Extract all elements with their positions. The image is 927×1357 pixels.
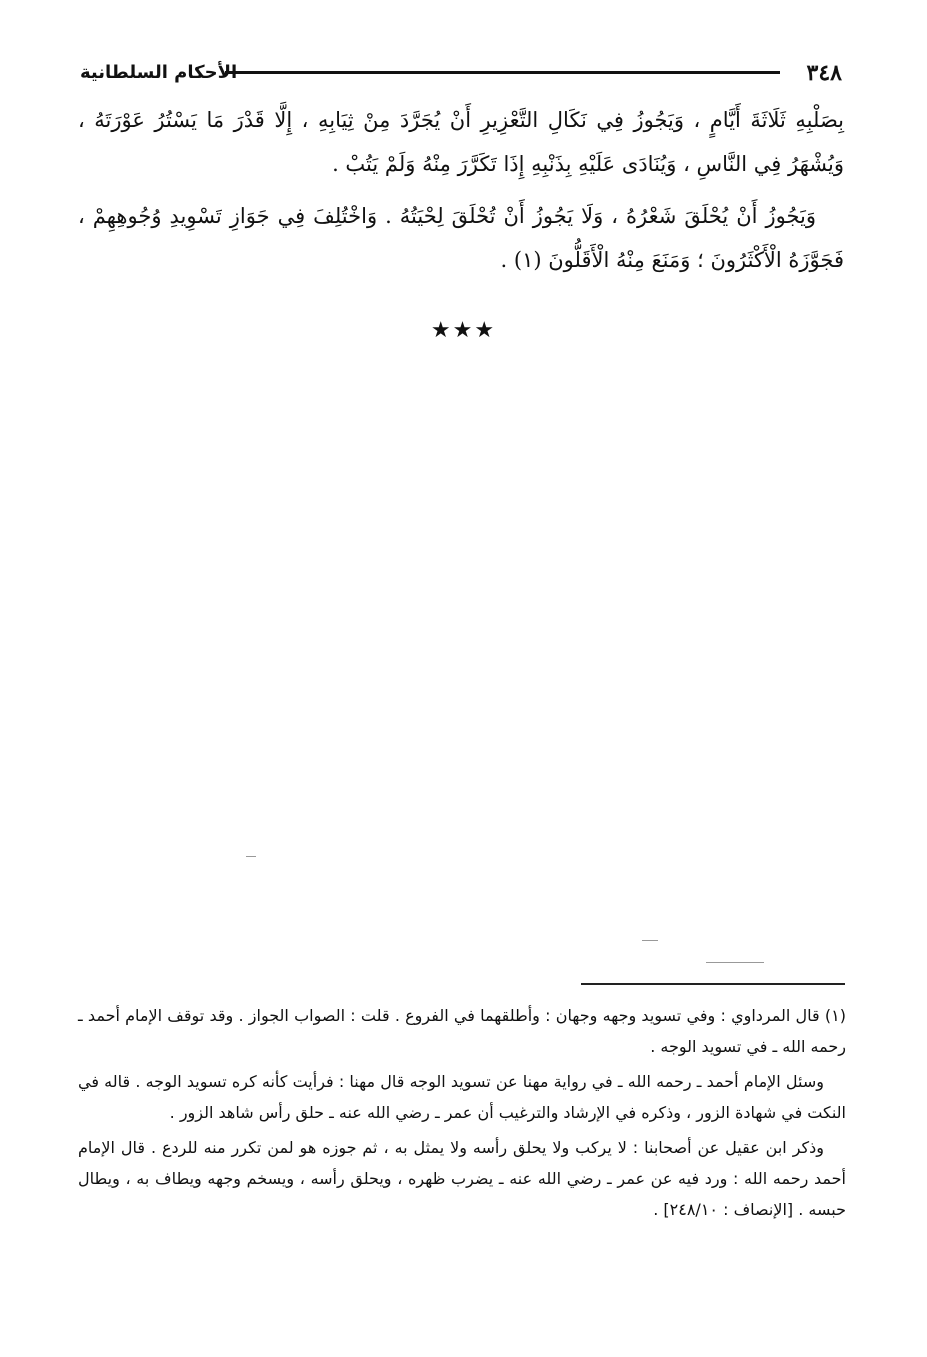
page-header (80, 56, 842, 90)
footnote-1-continuation-b (78, 1132, 846, 1225)
main-paragraph-2: وَيَجُوزُ أَنْ يُحْلَقَ شَعْرُهُ ، وَلَا يَجُوزُ أَنْ تُحْلَقَ لِحْيَتُهُ . وَاخْتُلِفَ فِي جَوَازِ تَسْوِيدِ وُجُوهِهِمْ ، فَجَوَّزَهُ الْأَكْثَرُونَ ؛ وَمَنَعَ مِنْهُ الْأَقَلُّونَ (١) . (78, 204, 844, 272)
scan-speck (246, 856, 256, 857)
section-separator: ★★★ (430, 318, 497, 343)
main-text (78, 98, 844, 282)
scan-speck (706, 962, 764, 963)
footnotes (78, 1000, 846, 1229)
footnote-1 (78, 1000, 846, 1062)
page-number: ٣٤٨ (806, 60, 842, 86)
scan-speck (642, 940, 658, 941)
running-title: الأحكام السلطانية (80, 62, 238, 83)
header-rule (225, 71, 780, 74)
main-paragraph-1: بِصَلْبِهِ ثَلَاثَةَ أَيَّامٍ ، وَيَجُوزُ فِي نَكَالِ التَّعْزِيرِ أَنْ يُجَرَّدَ مِنْ ثِيَابِهِ ، إِلَّا قَدْرَ مَا يَسْتُرُ عَوْرَتَهُ ، وَيُشْهَرُ فِي النَّاسِ ، وَيُنَادَى عَلَيْهِ بِذَنْبِهِ إِذَا تَكَرَّرَ مِنْهُ وَلَمْ يَتُبْ . (78, 108, 844, 176)
footnote-marker: (١) (824, 1006, 846, 1025)
footnote-text: وذكر ابن عقيل عن أصحابنا : لا يركب ولا يحلق رأسه ولا يمثل به ، ثم جوزه هو لمن تكرر منه للردع . قال الإمام أحمد رحمه الله : ورد فيه عن عمر ـ رضي الله عنه ـ يضرب ظهره ، ويحلق رأسه ، ويسخم وجهه ويطاف به ، ويطال حبسه . [الإنصاف : ٢٤٨/١٠] . (78, 1138, 846, 1219)
footnote-text: وسئل الإمام أحمد ـ رحمه الله ـ في رواية مهنا عن تسويد الوجه قال مهنا : فرأيت كأنه كره تسويد الوجه . قاله في النكت في شهادة الزور ، وذكره في الإرشاد والترغيب أن عمر ـ رضي الله عنه ـ حلق رأس شاهد الزور . (78, 1072, 846, 1122)
footnote-rule (581, 983, 845, 985)
footnote-1-continuation-a (78, 1066, 846, 1128)
footnote-text: قال المرداوي : وفي تسويد وجهه وجهان : وأطلقهما في الفروع . قلت : الصواب الجواز . وقد توقف الإمام أحمد ـ رحمه الله ـ في تسويد الوجه . (78, 1006, 846, 1056)
